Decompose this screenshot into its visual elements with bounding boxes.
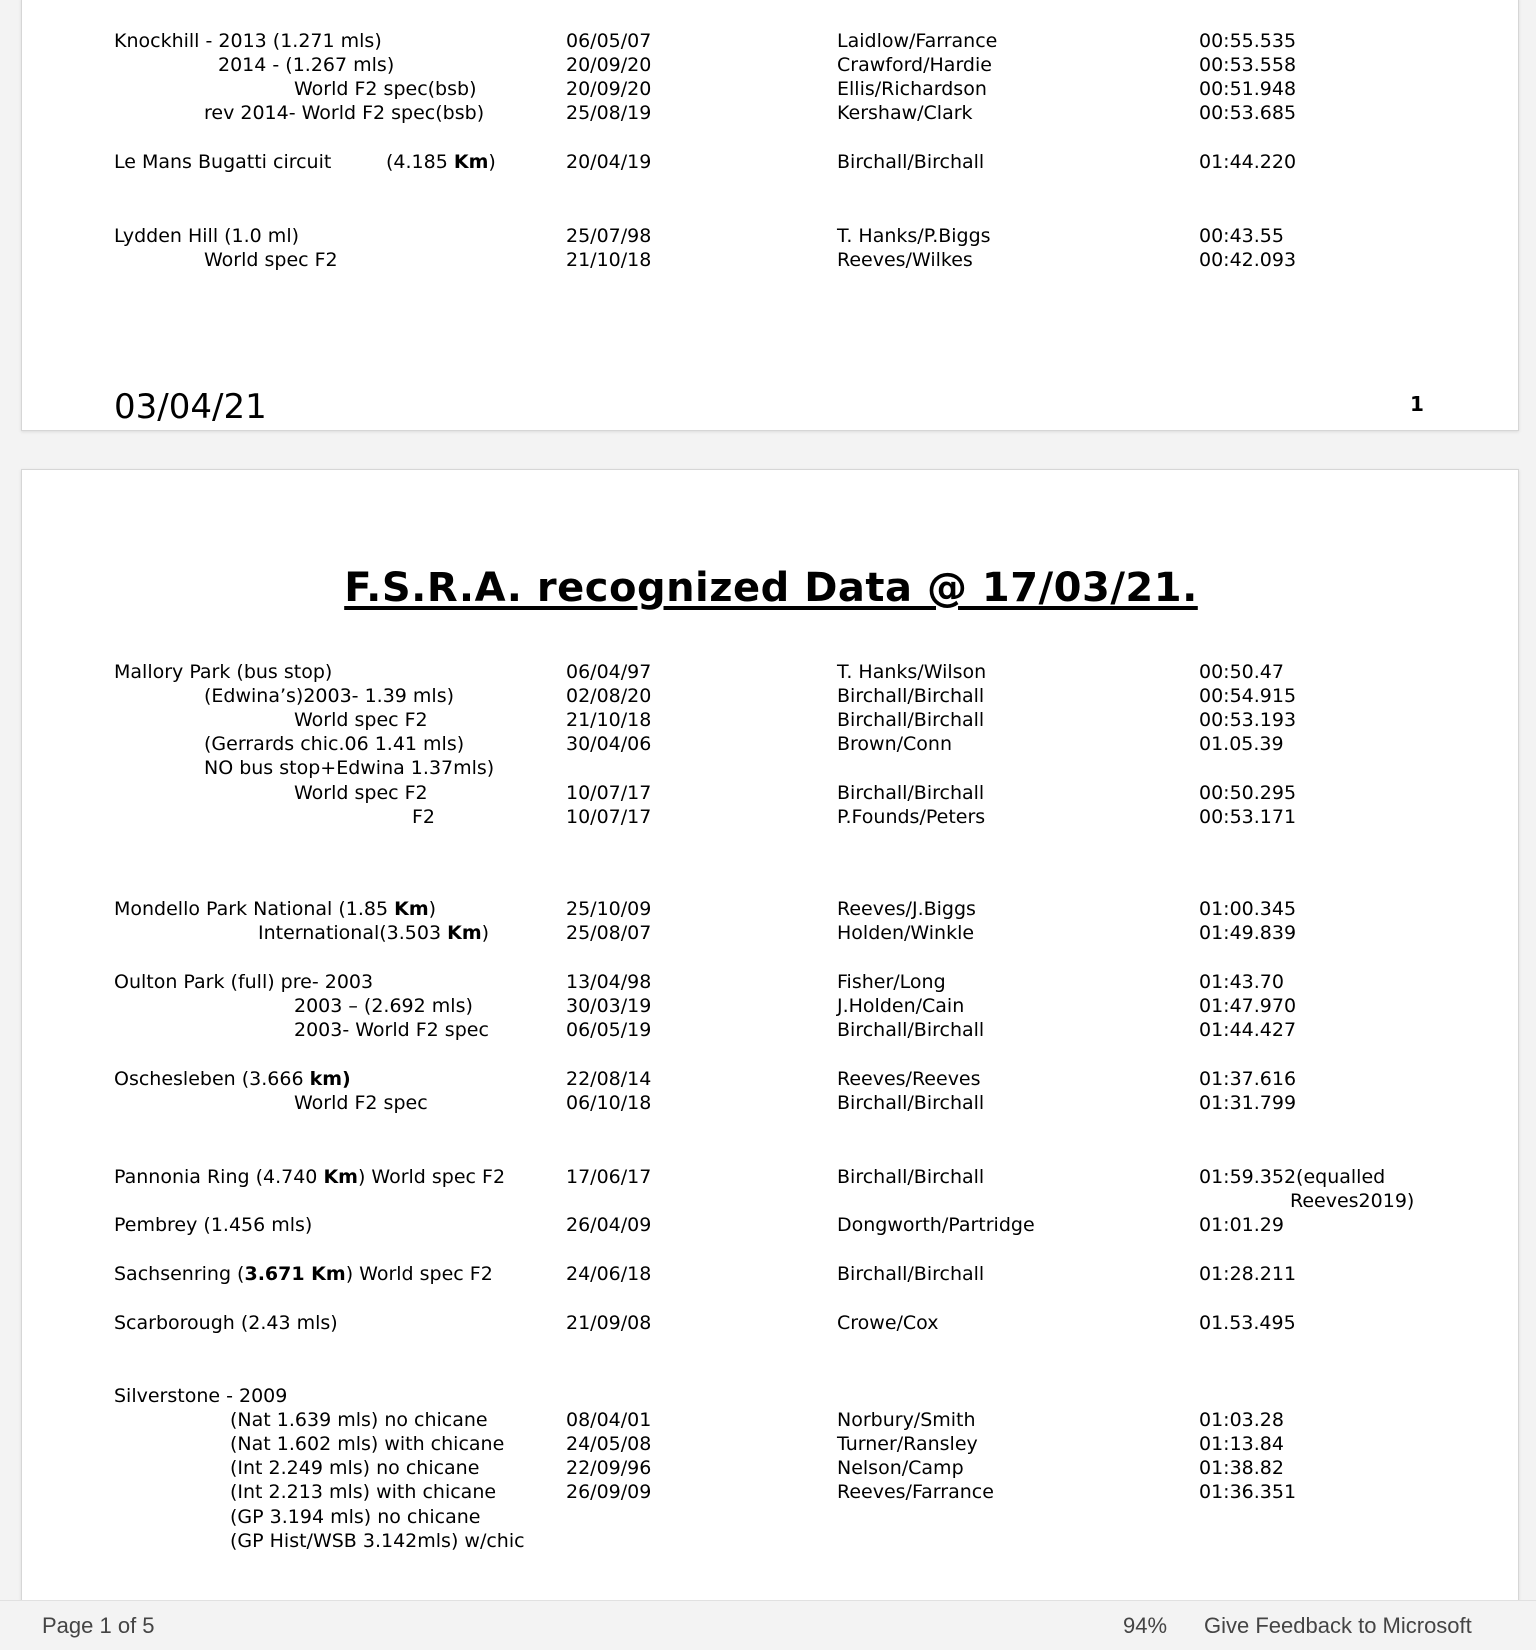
crew-cell: Birchall/Birchall	[837, 1092, 985, 1114]
crew-cell: Birchall/Birchall	[837, 151, 985, 173]
date-cell: 17/06/17	[566, 1166, 652, 1188]
unit-text: km)	[309, 1068, 351, 1090]
crew-cell: Birchall/Birchall	[837, 1019, 985, 1041]
laptime-cell: 01:01.29	[1199, 1214, 1284, 1236]
record-row	[22, 248, 1520, 272]
date-cell: 25/08/19	[566, 102, 652, 124]
track-cell: Scarborough (2.43 mls)	[114, 1312, 338, 1334]
unit-text: 3.671 Km	[244, 1263, 346, 1285]
record-row	[22, 684, 1520, 708]
laptime-cell: 01:36.351	[1199, 1481, 1297, 1503]
track-suffix-text: )	[428, 898, 437, 920]
date-cell: 06/05/19	[566, 1019, 652, 1041]
crew-cell: T. Hanks/Wilson	[837, 661, 987, 683]
track-name-text: Pannonia Ring (4.740	[114, 1166, 324, 1188]
footer-date: 03/04/21	[114, 387, 267, 427]
record-row	[22, 781, 1520, 805]
unit-text: Km	[323, 1166, 358, 1188]
track-cell: (Nat 1.602 mls) with chicane	[230, 1433, 505, 1455]
status-bar	[0, 1600, 1536, 1650]
track-name-text: Sachsenring (	[114, 1263, 245, 1285]
laptime-cell: 00:54.915	[1199, 685, 1297, 707]
date-cell: 06/04/97	[566, 661, 652, 683]
track-cell: World spec F2	[294, 709, 428, 731]
laptime-cell: 01:38.82	[1199, 1457, 1284, 1479]
track-cell: World F2 spec	[294, 1092, 428, 1114]
date-cell: 21/09/08	[566, 1312, 652, 1334]
laptime-cell: 01:44.220	[1199, 151, 1297, 173]
date-cell: 30/03/19	[566, 995, 652, 1017]
crew-cell: Birchall/Birchall	[837, 709, 985, 731]
date-cell: 02/08/20	[566, 685, 652, 707]
track-cell: (Gerrards chic.06 1.41 mls)	[204, 733, 465, 755]
track-suffix-text: ) World spec F2	[345, 1263, 493, 1285]
record-note-row	[22, 1189, 1520, 1213]
page-indicator: Page 1 of 5	[42, 1613, 155, 1638]
laptime-cell: 00:50.47	[1199, 661, 1284, 683]
crew-cell: Nelson/Camp	[837, 1457, 964, 1479]
laptime-cell: 00:42.093	[1199, 249, 1297, 271]
unit-text: Km	[447, 922, 482, 944]
laptime-cell: 01:31.799	[1199, 1092, 1297, 1114]
laptime-cell: 01:28.211	[1199, 1263, 1297, 1285]
laptime-cell: 01.05.39	[1199, 733, 1284, 755]
crew-cell: Norbury/Smith	[837, 1409, 976, 1431]
crew-cell: Holden/Winkle	[837, 922, 975, 944]
record-row	[22, 1213, 1520, 1237]
track-cell	[114, 1262, 493, 1286]
track-cell: Oulton Park (full) pre- 2003	[114, 971, 374, 993]
track-cell: Lydden Hill (1.0 ml)	[114, 225, 300, 247]
track-cell: (Int 2.213 mls) with chicane	[230, 1481, 497, 1503]
record-row	[22, 1262, 1520, 1286]
track-suffix-text: ) World spec F2	[357, 1166, 506, 1188]
track-cell: World F2 spec(bsb)	[294, 78, 477, 100]
laptime-cell: 01:59.352(equalled	[1199, 1166, 1386, 1188]
laptime-cell: 00:53.171	[1199, 806, 1297, 828]
crew-cell: Ellis/Richardson	[837, 78, 987, 100]
unit-text: Km	[453, 151, 489, 173]
laptime-cell: 01:13.84	[1199, 1433, 1284, 1455]
crew-cell: P.Founds/Peters	[837, 806, 986, 828]
crew-cell: Reeves/Farrance	[837, 1481, 994, 1503]
crew-cell: Crawford/Hardie	[837, 54, 992, 76]
laptime-cell: 00:50.295	[1199, 782, 1297, 804]
document-page-2	[21, 469, 1519, 1609]
date-cell: 25/07/98	[566, 225, 652, 247]
zoom-level[interactable]: 94%	[1123, 1613, 1168, 1638]
crew-cell: Laidlow/Farrance	[837, 30, 998, 52]
record-row	[22, 1018, 1520, 1042]
record-row	[22, 101, 1520, 125]
record-row	[22, 970, 1520, 994]
date-cell: 22/09/96	[566, 1457, 652, 1479]
track-cell: 2014 - (1.267 mls)	[218, 54, 395, 76]
page-number: 1	[1410, 392, 1424, 416]
laptime-cell: 01:37.616	[1199, 1068, 1297, 1090]
record-row	[22, 1529, 1520, 1553]
laptime-cell: 01:44.427	[1199, 1019, 1297, 1041]
laptime-cell: 00:53.558	[1199, 54, 1297, 76]
track-suffix-text: )	[488, 151, 496, 173]
track-name-text: Mondello Park National (1.85	[114, 898, 395, 920]
date-cell: 06/05/07	[566, 30, 652, 52]
track-cell	[258, 921, 489, 945]
laptime-cell: 00:55.535	[1199, 30, 1297, 52]
unit-text: Km	[394, 898, 429, 920]
record-row	[22, 224, 1520, 248]
record-row	[22, 1408, 1520, 1432]
crew-cell: Reeves/J.Biggs	[837, 898, 976, 920]
record-row	[22, 1505, 1520, 1529]
track-cell: 2003- World F2 spec	[294, 1019, 489, 1041]
track-cell: Pembrey (1.456 mls)	[114, 1214, 313, 1236]
crew-cell: Dongworth/Partridge	[837, 1214, 1035, 1236]
date-cell: 10/07/17	[566, 806, 652, 828]
track-cell: Le Mans Bugatti circuit	[114, 151, 332, 173]
record-row	[22, 708, 1520, 732]
laptime-cell: 01:00.345	[1199, 898, 1297, 920]
record-row	[22, 1091, 1520, 1115]
track-cell	[114, 1067, 351, 1091]
crew-cell: Birchall/Birchall	[837, 685, 985, 707]
record-row	[22, 1165, 1520, 1189]
track-name-text: International(3.503	[258, 922, 448, 944]
date-cell: 25/10/09	[566, 898, 652, 920]
record-row	[22, 732, 1520, 756]
track-suffix-text: )	[481, 922, 490, 944]
track-name-text: Oschesleben (3.666	[114, 1068, 310, 1090]
track-cell: (GP Hist/WSB 3.142mls) w/chic	[230, 1530, 525, 1552]
record-row	[22, 1480, 1520, 1504]
crew-cell: Birchall/Birchall	[837, 782, 985, 804]
record-row	[22, 1067, 1520, 1091]
date-cell: 21/10/18	[566, 249, 652, 271]
give-feedback-link[interactable]: Give Feedback to Microsoft	[1204, 1613, 1472, 1638]
laptime-cell: 01:43.70	[1199, 971, 1284, 993]
date-cell: 06/10/18	[566, 1092, 652, 1114]
date-cell: 25/08/07	[566, 922, 652, 944]
track-cell: World spec F2	[204, 249, 338, 271]
crew-cell: Brown/Conn	[837, 733, 953, 755]
track-length-cell	[386, 150, 496, 174]
track-cell: (Edwina’s)2003- 1.39 mls)	[204, 685, 455, 707]
date-cell: 22/08/14	[566, 1068, 652, 1090]
record-row	[22, 77, 1520, 101]
track-cell: F2	[412, 806, 436, 828]
date-cell: 30/04/06	[566, 733, 652, 755]
track-cell: (GP 3.194 mls) no chicane	[230, 1506, 481, 1528]
crew-cell: Turner/Ransley	[837, 1433, 978, 1455]
laptime-cell: 00:53.685	[1199, 102, 1297, 124]
date-cell: 20/04/19	[566, 151, 652, 173]
track-cell	[114, 897, 436, 921]
track-cell: rev 2014- World F2 spec(bsb)	[204, 102, 485, 124]
laptime-cell: 00:43.55	[1199, 225, 1284, 247]
record-row	[22, 53, 1520, 77]
crew-cell: Fisher/Long	[837, 971, 946, 993]
date-cell: 26/09/09	[566, 1481, 652, 1503]
track-cell: Mallory Park (bus stop)	[114, 661, 333, 683]
crew-cell: Reeves/Wilkes	[837, 249, 973, 271]
crew-cell: Crowe/Cox	[837, 1312, 939, 1334]
record-row	[22, 1311, 1520, 1335]
date-cell: 08/04/01	[566, 1409, 652, 1431]
record-row	[22, 994, 1520, 1018]
date-cell: 26/04/09	[566, 1214, 652, 1236]
record-row	[22, 897, 1520, 921]
record-row	[22, 1432, 1520, 1456]
laptime-cell: 01:47.970	[1199, 995, 1297, 1017]
track-cell: (Nat 1.639 mls) no chicane	[230, 1409, 488, 1431]
track-cell: Knockhill - 2013 (1.271 mls)	[114, 30, 382, 52]
date-cell: 13/04/98	[566, 971, 652, 993]
date-cell: 24/06/18	[566, 1263, 652, 1285]
date-cell: 20/09/20	[566, 54, 652, 76]
track-cell: Silverstone - 2009	[114, 1385, 288, 1407]
document-page-1	[21, 0, 1519, 431]
record-row	[22, 805, 1520, 829]
laptime-cell: 00:51.948	[1199, 78, 1297, 100]
record-row	[22, 921, 1520, 945]
date-cell: 24/05/08	[566, 1433, 652, 1455]
crew-cell: Birchall/Birchall	[837, 1166, 985, 1188]
track-cell: World spec F2	[294, 782, 428, 804]
track-cell: (Int 2.249 mls) no chicane	[230, 1457, 480, 1479]
record-row	[22, 660, 1520, 684]
crew-cell: Birchall/Birchall	[837, 1263, 985, 1285]
page-title: F.S.R.A. recognized Data @ 17/03/21.	[344, 565, 1198, 611]
laptime-cell: 01.53.495	[1199, 1312, 1296, 1334]
record-row	[22, 150, 1520, 174]
date-cell: 10/07/17	[566, 782, 652, 804]
track-cell: NO bus stop+Edwina 1.37mls)	[204, 757, 495, 779]
date-cell: 20/09/20	[566, 78, 652, 100]
crew-cell: Kershaw/Clark	[837, 102, 973, 124]
record-row	[22, 29, 1520, 53]
crew-cell: Reeves/Reeves	[837, 1068, 981, 1090]
laptime-cell: 01:03.28	[1199, 1409, 1284, 1431]
date-cell: 21/10/18	[566, 709, 652, 731]
crew-cell: T. Hanks/P.Biggs	[837, 225, 991, 247]
record-row	[22, 1456, 1520, 1480]
laptime-cell: 01:49.839	[1199, 922, 1297, 944]
record-row	[22, 1384, 1520, 1408]
track-cell: 2003 – (2.692 mls)	[294, 995, 473, 1017]
track-cell	[114, 1165, 505, 1189]
laptime-cell: 00:53.193	[1199, 709, 1297, 731]
track-length-text: (4.185	[386, 151, 454, 173]
crew-cell: J.Holden/Cain	[837, 995, 965, 1017]
record-row	[22, 756, 1520, 780]
laptime-note: Reeves2019)	[1290, 1190, 1415, 1212]
